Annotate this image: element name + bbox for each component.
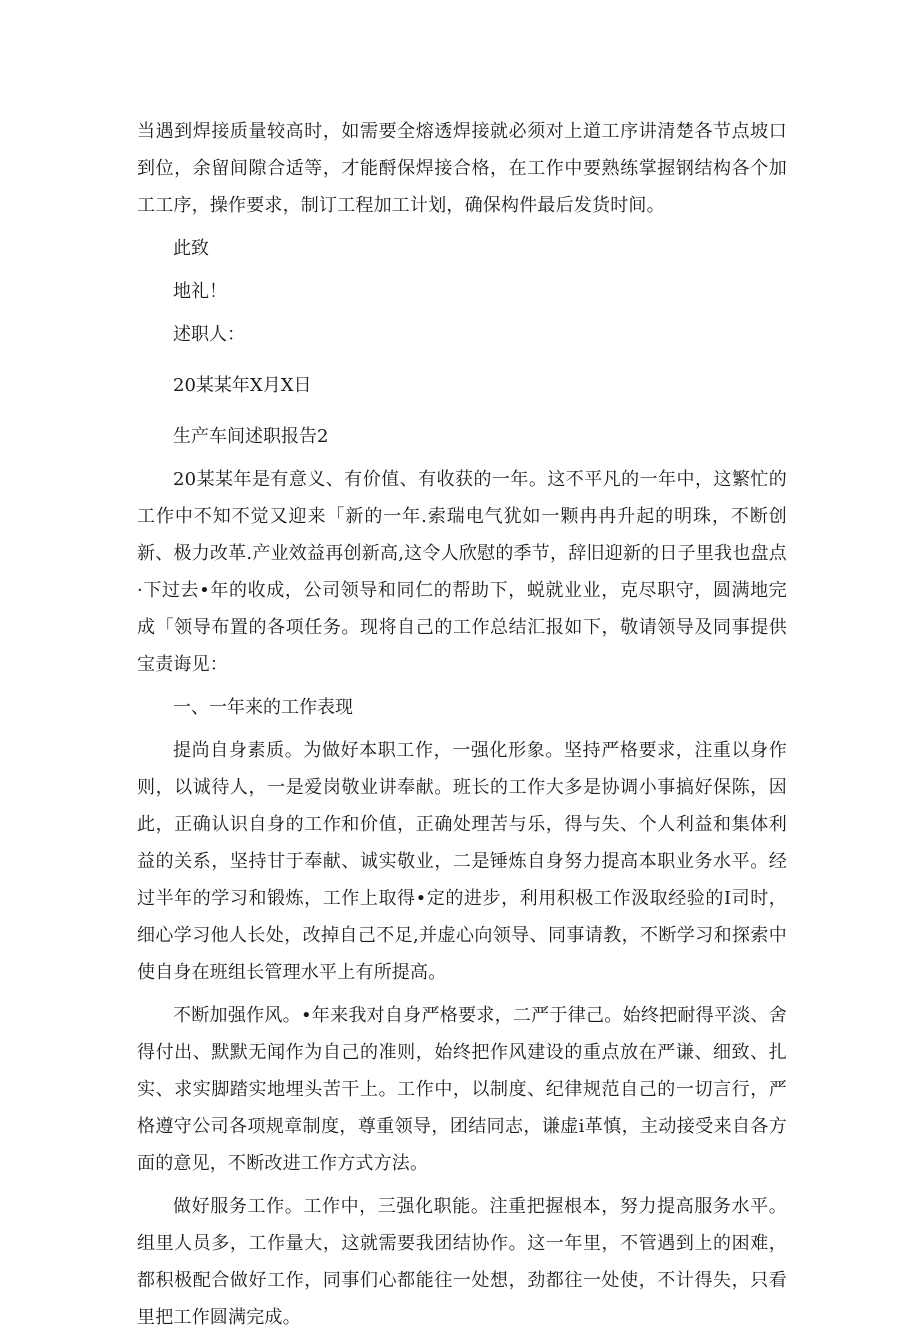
document-body bbox=[137, 113, 787, 1336]
section-heading: 一、一年来的工作表现 bbox=[173, 697, 353, 718]
paragraph-1: 20某某年是有意义、有价值、有收获的一年。这不平凡的一年中，这繁忙的工作中不知不觉又迎来「新的一年.索瑞电气犹如一颗冉冉升起的明珠，不断创新、极力改革.产业效益再创新高,这令人欣慰的季节，辞旧迎新的日子里我也盘点·下过去•年的收成，公司领导和同仁的帮助下，蜕就业业，克尽职守，圆满地完成「领导布置的各项任务。现将自己的工作总结汇报如下，敬请领导及同事提供宝责诲见： bbox=[137, 469, 787, 675]
signer-label: 述职人： bbox=[173, 324, 245, 345]
section-title: 生产车间述职报告2 bbox=[173, 426, 329, 447]
paragraph-intro: 当遇到焊接质量较高时，如需要全熔透焊接就必须对上道工序讲清楚各节点坡口到位，余留间隙合适等，才能酹保焊接合格，在工作中要熟练掌握钢结构各个加工工序，操作要求，制订工程加工计划，确保构件最后发货时间。 bbox=[137, 121, 787, 216]
signature-date: 20某某年X月X日 bbox=[173, 375, 312, 396]
paragraph-4: 做好服务工作。工作中，三强化职能。注重把握根本，努力提高服务水平。组里人员多，工作量大，这就需要我团结协作。这一年里，不管遇到上的困难，都积极配合做好工作，同事们心都能往一处想，劲都往一处使，不计得失，只看里把工作圆满完成。 bbox=[137, 1196, 787, 1328]
paragraph-3: 不断加强作风。•年来我对自身严格要求，二严于律己。始终把耐得平淡、舍得付出、默默无闻作为自己的准则，始终把作风建设的重点放在严谦、细致、扎实、求实脚踏实地埋头苦干上。工作中，以制度、纪律规范自己的一切言行，严格遵守公司各项规章制度，尊重领导，团结同志，谦虚i革慎，主动接受来自各方面的意见，不断改进工作方式方法。 bbox=[137, 1005, 787, 1174]
paragraph-2: 提尚自身素质。为做好本职工作，一强化形象。坚持严格要求，注重以身作则，以诚待人，一是爱岗敬业讲奉献。班长的工作大多是协调小事搞好保陈，因此，正确认识自身的工作和价值，正确处理苦与乐，得与失、个人利益和集体利益的关系，坚持甘于奉献、诚实敬业，二是锤炼自身努力提高本职业务水平。经过半年的学习和锻炼，工作上取得•定的进步，利用积极工作汲取经验的I司时，细心学习他人长处，改掉自己不足,并虚心向领导、同事请教，不断学习和探索中使自身在班组长管理水平上有所提高。 bbox=[137, 740, 787, 983]
closing-salutation: 此致 bbox=[173, 238, 209, 259]
closing-regards: 地礼！ bbox=[173, 281, 227, 302]
